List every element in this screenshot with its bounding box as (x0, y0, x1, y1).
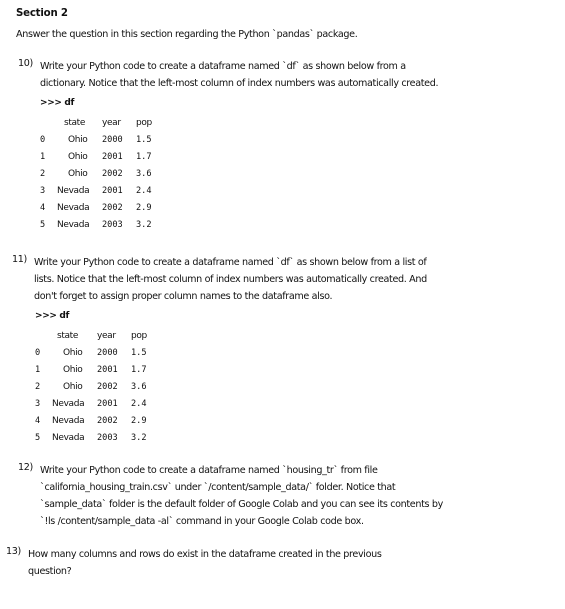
df-pop: 2.9 (136, 203, 152, 213)
df-state: Ohio (68, 152, 88, 162)
df-index: 2 (35, 382, 41, 392)
df-state: Nevada (57, 220, 90, 230)
q11-line: lists. Notice that the left-most column of index numbers was automatically created. And (34, 274, 427, 285)
q13-text (28, 546, 382, 580)
df-pop: 2.4 (136, 186, 152, 196)
q11-text (34, 254, 427, 305)
df-year: 2002 (102, 203, 123, 213)
df-pop: 3.2 (136, 220, 152, 230)
df-col-header: pop (131, 331, 147, 341)
table-row (35, 413, 175, 430)
df-year: 2001 (97, 399, 118, 409)
df-pop: 1.7 (136, 152, 152, 162)
df-pop: 1.5 (131, 348, 147, 358)
df-col-header: year (102, 118, 121, 128)
df-year: 2003 (97, 433, 118, 443)
df-state: Ohio (63, 382, 83, 392)
df-index: 1 (35, 365, 41, 375)
df-year: 2001 (102, 152, 123, 162)
df-prompt: >>> df (35, 311, 70, 321)
q11-line: don't forget to assign proper column names to the dataframe also. (34, 291, 333, 302)
df-pop: 2.9 (131, 416, 147, 426)
df-index: 3 (40, 186, 46, 196)
df-year: 2001 (102, 186, 123, 196)
section-intro: Answer the question in this section regarding the Python `pandas` package. (16, 29, 358, 40)
q10-text (40, 58, 438, 92)
df-index: 4 (35, 416, 41, 426)
table-row (40, 183, 180, 200)
df-index: 0 (35, 348, 41, 358)
df-col-header: year (97, 331, 116, 341)
df-index: 3 (35, 399, 41, 409)
q10-line: Write your Python code to create a dataframe named `df` as shown below from a (40, 61, 406, 72)
df-year: 2003 (102, 220, 123, 230)
q12-line: `sample_data` folder is the default folder of Google Colab and you can see its contents by (40, 499, 443, 510)
table-row (40, 132, 180, 149)
df-year: 2002 (97, 416, 118, 426)
df-state: Ohio (68, 169, 88, 179)
q12-text (40, 462, 443, 530)
df-year: 2000 (102, 135, 123, 145)
table-row (35, 379, 175, 396)
df-state: Nevada (52, 416, 85, 426)
df-year: 2001 (97, 365, 118, 375)
df-col-header: pop (136, 118, 152, 128)
df-index: 5 (35, 433, 41, 443)
df-state: Ohio (63, 348, 83, 358)
df-year: 2000 (97, 348, 118, 358)
df-index: 5 (40, 220, 46, 230)
df-state: Nevada (57, 186, 90, 196)
df-state: Nevada (57, 203, 90, 213)
q13-line: How many columns and rows do exist in the dataframe created in the previous (28, 549, 382, 560)
section-title: Section 2 (16, 8, 68, 19)
df-pop: 1.7 (131, 365, 147, 375)
df-year: 2002 (102, 169, 123, 179)
q11-line: Write your Python code to create a dataframe named `df` as shown below from a list of (34, 257, 427, 268)
dataframe-output-2 (35, 311, 175, 451)
df-pop: 1.5 (136, 135, 152, 145)
q10-line: dictionary. Notice that the left-most column of index numbers was automatically created. (40, 78, 439, 89)
df-col-header: state (64, 118, 86, 128)
df-state: Nevada (52, 399, 85, 409)
table-row (35, 345, 175, 362)
df-index: 2 (40, 169, 46, 179)
dataframe-output-1 (40, 98, 180, 238)
df-header-row (35, 328, 175, 345)
df-state: Nevada (52, 433, 85, 443)
table-row (40, 217, 180, 234)
df-year: 2002 (97, 382, 118, 392)
df-pop: 2.4 (131, 399, 147, 409)
q11-number: 11) (12, 254, 27, 265)
df-prompt: >>> df (40, 98, 75, 108)
table-row (35, 362, 175, 379)
df-pop: 3.2 (131, 433, 147, 443)
q12-line: `california_housing_train.csv` under `/content/sample_data/` folder. Notice that (40, 482, 396, 493)
table-row (40, 166, 180, 183)
df-index: 1 (40, 152, 46, 162)
q10-number: 10) (18, 58, 33, 69)
df-state: Ohio (63, 365, 83, 375)
df-header-row (40, 115, 180, 132)
q12-number: 12) (18, 462, 33, 473)
q13-number: 13) (6, 546, 21, 557)
table-row (35, 430, 175, 447)
table-row (40, 200, 180, 217)
df-col-header: state (57, 331, 79, 341)
df-index: 0 (40, 135, 46, 145)
q13-line: question? (28, 566, 72, 577)
df-state: Ohio (68, 135, 88, 145)
df-pop: 3.6 (131, 382, 147, 392)
table-row (35, 396, 175, 413)
q12-line: Write your Python code to create a dataframe named `housing_tr` from file (40, 465, 378, 476)
q12-line: `!ls /content/sample_data -al` command in your Google Colab code box. (40, 516, 364, 527)
table-row (40, 149, 180, 166)
df-index: 4 (40, 203, 46, 213)
df-pop: 3.6 (136, 169, 152, 179)
